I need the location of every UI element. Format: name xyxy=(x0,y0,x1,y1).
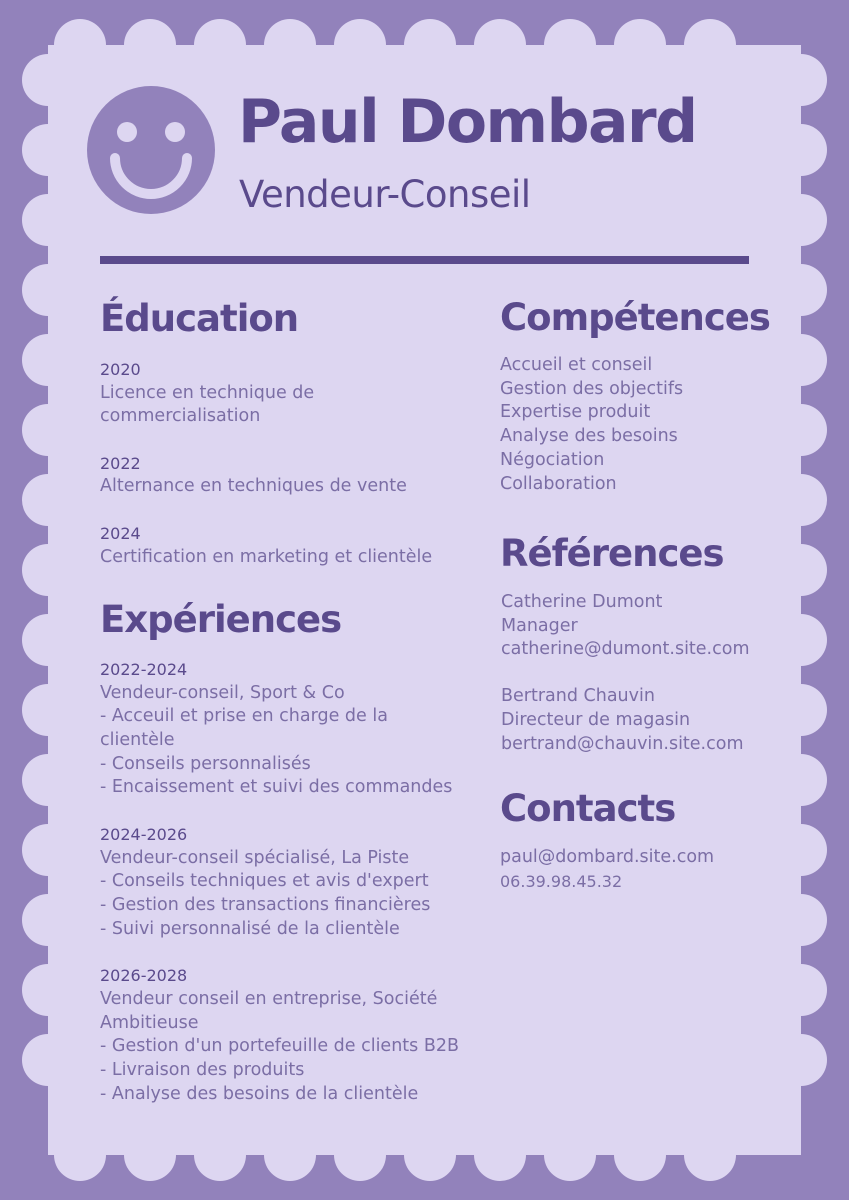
experience-text: - Conseils techniques et avis d'expert xyxy=(100,871,429,892)
education-text: Alternance en techniques de vente xyxy=(100,476,407,497)
experience-text: Vendeur conseil en entreprise, Société xyxy=(100,988,438,1009)
education-list xyxy=(100,358,470,592)
contact-email: paul@dombard.site.com xyxy=(500,847,715,867)
reference-position: Directeur de magasin xyxy=(501,709,691,730)
skill-item: Analyse des besoins xyxy=(500,426,678,447)
skill-item: Collaboration xyxy=(500,473,617,494)
education-entry xyxy=(100,522,470,569)
experience-text: Vendeur-conseil, Sport & Co xyxy=(100,682,345,703)
experience-text: - Livraison des produits xyxy=(100,1059,305,1080)
experience-text: - Analyse des besoins de la clientèle xyxy=(100,1083,419,1104)
reference-position: Manager xyxy=(501,615,578,636)
skills-list xyxy=(500,354,760,496)
education-year: 2024 xyxy=(100,524,141,544)
reference-name: Catherine Dumont xyxy=(501,592,663,612)
reference-email: catherine@dumont.site.com xyxy=(501,639,750,660)
experience-text: - Acceuil et prise en charge de la xyxy=(100,706,388,727)
skill-item: Gestion des objectifs xyxy=(500,378,684,399)
experience-years: 2024-2026 xyxy=(100,825,188,845)
job-title: Vendeur-Conseil xyxy=(239,173,531,216)
contacts-list xyxy=(500,846,760,893)
experience-heading: Expériences xyxy=(100,598,342,641)
education-text: Certification en marketing et clientèle xyxy=(100,546,433,567)
experience-text: - Suivi personnalisé de la clientèle xyxy=(100,918,400,939)
reference-email: bertrand@chauvin.site.com xyxy=(501,733,744,754)
education-text: commercialisation xyxy=(100,406,261,427)
education-year: 2020 xyxy=(100,360,141,379)
skill-item: Accueil et conseil xyxy=(500,355,653,375)
experience-text: - Gestion d'un portefeuille de clients B2B xyxy=(100,1036,459,1057)
education-year: 2022 xyxy=(100,453,141,473)
education-entry xyxy=(100,452,470,499)
skill-item: Négociation xyxy=(500,449,605,470)
experience-entry xyxy=(100,823,480,941)
reference-entry xyxy=(501,685,761,756)
experience-years: 2026-2028 xyxy=(100,966,188,986)
contact-phone: 06.39.98.45.32 xyxy=(500,871,623,891)
education-text: Licence en technique de xyxy=(100,382,315,403)
experience-years: 2022-2024 xyxy=(100,660,188,679)
experience-text: - Encaissement et suivi des commandes xyxy=(100,777,453,798)
education-entry xyxy=(100,358,470,429)
references-heading: Références xyxy=(500,532,724,575)
experience-text: Vendeur-conseil spécialisé, La Piste xyxy=(100,847,410,868)
reference-entry xyxy=(501,591,761,662)
experience-list xyxy=(100,658,480,1129)
experience-text: - Gestion des transactions financières xyxy=(100,894,431,915)
references-list xyxy=(501,591,761,779)
experience-text: Ambitieuse xyxy=(100,1012,199,1033)
experience-entry xyxy=(100,964,480,1106)
page-title: Paul Dombard xyxy=(238,87,697,157)
skills-heading: Compétences xyxy=(500,296,770,339)
contacts-heading: Contacts xyxy=(500,787,676,830)
header-divider xyxy=(100,256,749,264)
experience-entry xyxy=(100,658,480,800)
experience-text: - Conseils personnalisés xyxy=(100,753,311,774)
skill-item: Expertise produit xyxy=(500,402,651,423)
experience-text: clientèle xyxy=(100,729,175,750)
smiley-icon xyxy=(87,86,215,214)
reference-name: Bertrand Chauvin xyxy=(501,686,655,707)
education-heading: Éducation xyxy=(100,297,299,340)
